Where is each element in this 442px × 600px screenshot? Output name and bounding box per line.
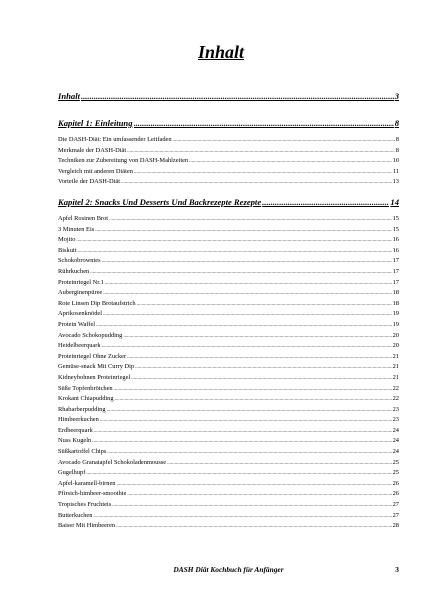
toc-dot-leader — [86, 469, 391, 476]
toc-dot-leader — [121, 178, 392, 185]
toc-entry[interactable] — [58, 178, 399, 189]
toc-heading[interactable] — [58, 118, 399, 131]
toc-entry-label: Süßkartoffel Chips — [58, 448, 107, 456]
toc-entry-label: Aprikosenknödel — [58, 310, 103, 318]
toc-entry[interactable] — [58, 395, 399, 406]
toc-entry-label: Nuss Kugeln — [58, 437, 92, 445]
toc-dot-leader — [103, 310, 392, 317]
toc-dot-leader — [189, 157, 391, 164]
toc-dot-leader — [134, 168, 392, 175]
toc-entry-label: Auberginenpüree — [58, 289, 103, 297]
toc-entry-label: Rührkuchen — [58, 267, 90, 275]
toc-entry-label: Baiser Mit Himbeeren — [58, 522, 116, 530]
toc-dot-leader — [134, 118, 394, 128]
toc-entry[interactable] — [58, 236, 399, 247]
toc-heading-page: 8 — [394, 118, 399, 128]
toc-dot-leader — [93, 512, 391, 519]
toc-entry-label: Avocado Granatapfel Schokoladenmousse — [58, 458, 167, 466]
toc-dot-leader — [167, 459, 391, 466]
toc-dot-leader — [96, 321, 392, 328]
toc-section — [58, 91, 399, 104]
toc-entry[interactable] — [58, 310, 399, 321]
toc-entry[interactable] — [58, 459, 399, 470]
toc-entry-page: 21 — [392, 352, 399, 360]
toc-entry-page: 15 — [392, 215, 399, 222]
toc-heading-label: Inhalt — [58, 91, 80, 101]
toc-entry[interactable] — [58, 147, 399, 158]
toc-entry-label: Merkmale der DASH-Diät — [58, 146, 127, 154]
toc-entry-label: Butterkuchen — [58, 511, 93, 519]
toc-dot-leader — [117, 480, 392, 487]
toc-entry-label: Gugelhupf — [58, 469, 86, 477]
toc-entry-page: 24 — [392, 426, 399, 434]
toc-entry[interactable] — [58, 321, 399, 332]
toc-entry[interactable] — [58, 300, 399, 311]
toc-entry-label: Biskuit — [58, 246, 77, 254]
toc-entry-page: 21 — [392, 363, 399, 371]
toc-entry-page: 16 — [392, 236, 399, 244]
toc-entry[interactable] — [58, 416, 399, 427]
toc-entry-label: Techniken zur Zubereitung von DASH-Mahlzeiten — [58, 157, 189, 165]
toc-entry[interactable] — [58, 342, 399, 353]
toc-entry-page: 27 — [392, 501, 399, 509]
toc-dot-leader — [115, 395, 392, 402]
toc-heading-page: 3 — [394, 91, 399, 101]
toc-entry-page: 22 — [392, 395, 399, 403]
toc-entry[interactable] — [58, 289, 399, 300]
toc-entry[interactable] — [58, 226, 399, 237]
toc-heading-page: 14 — [390, 197, 399, 207]
toc-entry-label: Süße Topfenbrötchen — [58, 384, 113, 392]
toc-entry[interactable] — [58, 268, 399, 279]
toc-dot-leader — [100, 416, 392, 423]
toc-entry[interactable] — [58, 480, 399, 491]
toc-entry-page: 25 — [392, 458, 399, 466]
toc-entry-page: 18 — [392, 289, 399, 297]
toc-entry[interactable] — [58, 157, 399, 168]
toc-entry[interactable] — [58, 257, 399, 268]
toc-dot-leader — [102, 342, 392, 349]
toc-dot-leader — [173, 136, 395, 143]
toc-dot-leader — [116, 522, 391, 529]
toc-entry-page: 25 — [392, 469, 399, 477]
toc-dot-leader — [127, 353, 391, 360]
toc-entry[interactable] — [58, 215, 399, 226]
toc-entry-page: 26 — [392, 490, 399, 498]
toc-entry[interactable] — [58, 512, 399, 523]
toc-entry[interactable] — [58, 363, 399, 374]
page-title: Inhalt — [197, 42, 245, 62]
toc-entry-page: 19 — [392, 320, 399, 328]
toc-dot-leader — [137, 300, 392, 307]
toc-section — [58, 197, 399, 533]
toc-entry-page: 19 — [392, 310, 399, 318]
toc-entry-page: 11 — [392, 167, 399, 175]
toc-dot-leader — [102, 257, 392, 264]
toc-entry-label: Heidelbeerquark — [58, 342, 101, 350]
toc-dot-leader — [109, 215, 392, 222]
toc-entry-label: Rhabarberpudding — [58, 405, 106, 413]
footer-page-number: 3 — [395, 565, 399, 574]
toc-entry[interactable] — [58, 385, 399, 396]
toc-entry-page: 23 — [392, 416, 399, 424]
toc-entry[interactable] — [58, 168, 399, 179]
toc-entry-label: Apfel-karamell-birnen — [58, 479, 116, 487]
toc-dot-leader — [77, 247, 391, 254]
toc-entry[interactable] — [58, 406, 399, 417]
toc-entry-page: 24 — [392, 437, 399, 445]
toc-dot-leader — [76, 236, 391, 243]
toc-dot-leader — [262, 197, 389, 207]
toc-entry-label: Vorteile der DASH-Diät — [58, 178, 120, 186]
toc-dot-leader — [107, 406, 392, 413]
toc-entry-page: 20 — [392, 342, 399, 350]
toc-entry-label: Apfel Rosinen Brot — [58, 215, 109, 222]
toc-entry-label: Avocado Schokopudding — [58, 331, 123, 339]
footer-book-title: DASH Diät Kochbuch für Anfänger — [173, 565, 284, 574]
toc-entry-label: Himbeerkuchen — [58, 416, 99, 424]
toc-entry-label: Krokant Chiapudding — [58, 395, 114, 403]
toc-entry[interactable] — [58, 247, 399, 258]
toc-dot-leader — [112, 501, 391, 508]
toc-section — [58, 118, 399, 189]
toc-heading-label: Kapitel 2: Snacks Und Desserts Und Backrezepte Rezepte — [58, 197, 262, 207]
toc-entry-page: 17 — [392, 278, 399, 286]
toc-entry-label: Pfirsich-himbeer-smoothie — [58, 490, 127, 498]
toc-entry-label: Schokobrownies — [58, 257, 101, 265]
toc-dot-leader — [103, 289, 391, 296]
toc-entry-page: 15 — [392, 225, 399, 233]
toc-entry-page: 18 — [392, 299, 399, 307]
toc-entry-page: 23 — [392, 405, 399, 413]
toc-entry[interactable] — [58, 469, 399, 480]
toc-entry[interactable] — [58, 427, 399, 438]
toc-entry-label: Erdbeerquark — [58, 426, 93, 434]
toc-entry-page: 8 — [395, 136, 399, 143]
toc-entry[interactable] — [58, 437, 399, 448]
toc-entry-page: 16 — [392, 246, 399, 254]
toc-dot-leader — [90, 268, 391, 275]
toc-heading[interactable] — [58, 197, 399, 210]
toc-entry-page: 27 — [392, 511, 399, 519]
toc-entry[interactable] — [58, 448, 399, 459]
toc-entry[interactable] — [58, 279, 399, 290]
toc-dot-leader — [92, 437, 391, 444]
toc-entry[interactable] — [58, 353, 399, 364]
toc-entry-label: Die DASH-Diät: Ein umfassender Leitfaden — [58, 136, 172, 143]
toc-entry-label: Proteinriegel Ohne Zucker — [58, 352, 127, 360]
toc-entry-page: 28 — [392, 522, 399, 530]
toc-entry-page: 8 — [395, 146, 399, 154]
toc-dot-leader — [95, 226, 391, 233]
toc-entry-label: Vergleich mit anderen Diäten — [58, 167, 133, 175]
toc-entry-page: 26 — [392, 479, 399, 487]
toc-entry-label: Kidneybohnen Proteinriegel — [58, 373, 131, 381]
toc-dot-leader — [135, 363, 391, 370]
toc-entry-label: Proteinriegel Nr.1 — [58, 278, 104, 286]
toc-heading[interactable] — [58, 91, 399, 104]
toc-dot-leader — [127, 490, 391, 497]
toc-dot-leader — [127, 147, 395, 154]
toc-entry-label: 3 Minuten Eis — [58, 225, 95, 233]
toc-entry-page: 13 — [392, 178, 399, 186]
toc-entry-label: Gemüse-snack Mit Curry Dip — [58, 363, 135, 371]
toc-dot-leader — [105, 279, 392, 286]
toc-dot-leader — [131, 374, 391, 381]
toc-entry-page: 24 — [392, 448, 399, 456]
toc-dot-leader — [94, 427, 392, 434]
toc-entry-page: 21 — [392, 373, 399, 381]
toc-dot-leader — [114, 385, 392, 392]
toc-entry[interactable] — [58, 501, 399, 512]
toc-entry[interactable] — [58, 490, 399, 501]
toc-dot-leader — [123, 332, 391, 339]
toc-dot-leader — [81, 91, 394, 101]
toc-entry[interactable] — [58, 522, 399, 533]
toc-entry[interactable] — [58, 136, 399, 147]
toc-entry-label: Tropisches Fruchteis — [58, 501, 112, 509]
toc-entry-label: Protein Waffel — [58, 320, 96, 328]
toc-entry[interactable] — [58, 374, 399, 385]
toc-dot-leader — [107, 448, 391, 455]
toc-entry-label: Mojito — [58, 236, 76, 244]
toc-entry-page: 10 — [392, 157, 399, 165]
toc-heading-label: Kapitel 1: Einleitung — [58, 118, 133, 128]
toc-entry-page: 17 — [392, 267, 399, 275]
toc-entry-page: 20 — [392, 331, 399, 339]
toc-entry-label: Rote Linsen Dip Brotaufstrich — [58, 299, 136, 307]
toc-entry-page: 17 — [392, 257, 399, 265]
toc-entry[interactable] — [58, 332, 399, 343]
toc-entry-page: 22 — [392, 384, 399, 392]
